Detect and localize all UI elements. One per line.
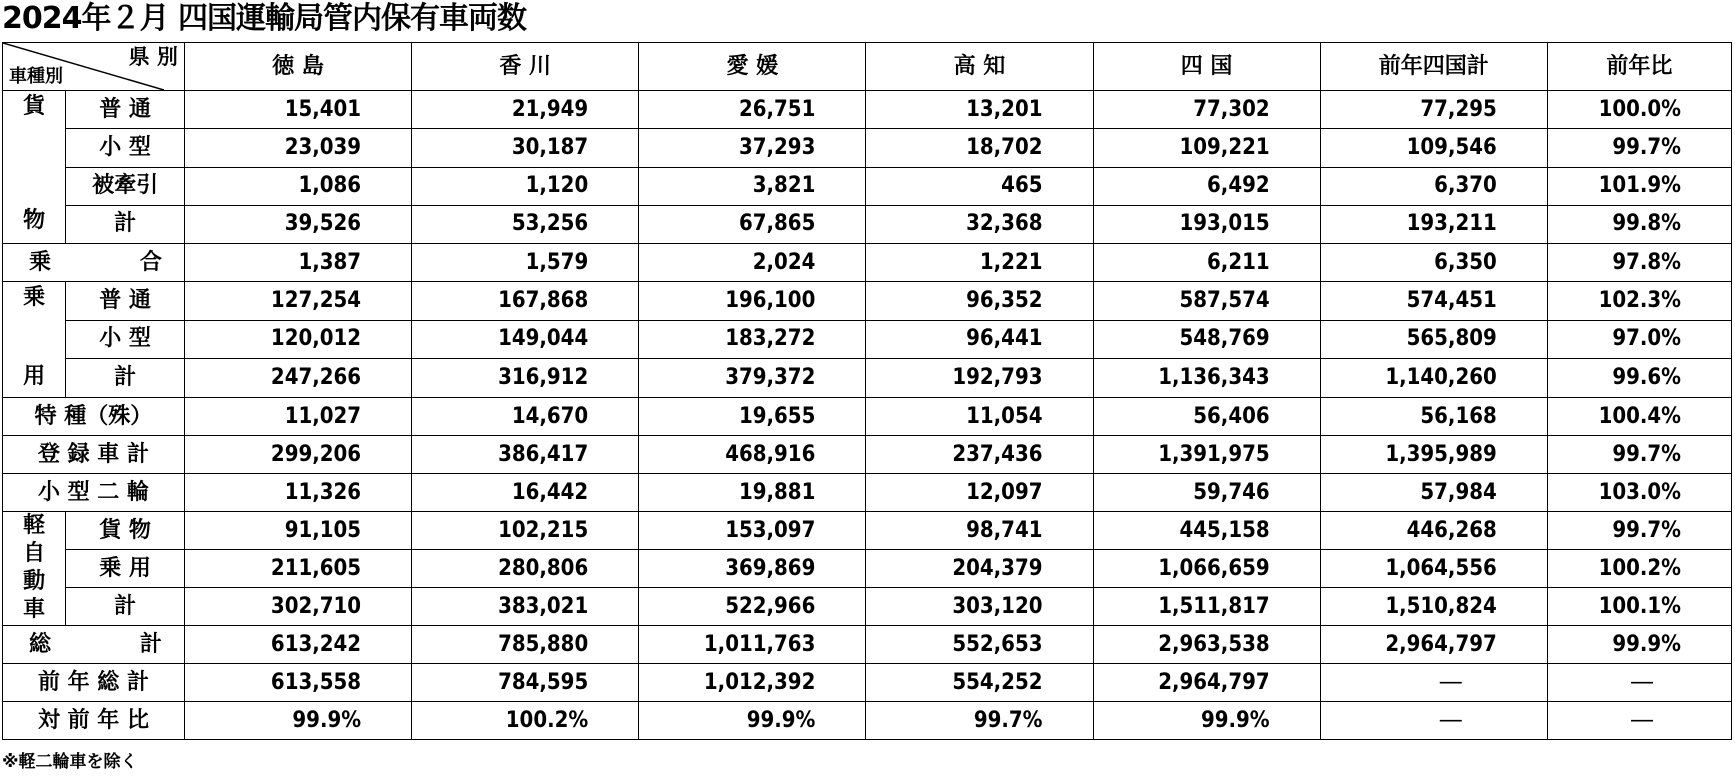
table-cell: 102,215 — [412, 512, 639, 550]
table-row — [3, 359, 1732, 398]
table-cell: 149,044 — [412, 320, 639, 359]
freight-label-top: 貨 — [23, 94, 46, 119]
table-row — [3, 398, 1732, 436]
passenger-label-bottom: 用 — [23, 364, 46, 389]
table-cell: 103.0% — [1547, 474, 1731, 512]
passenger-group-label — [3, 282, 66, 398]
kei-group-label — [3, 512, 66, 626]
table-cell: 96,352 — [866, 282, 1093, 321]
table-cell: 77,295 — [1320, 91, 1547, 129]
table-cell: 1,221 — [866, 244, 1093, 282]
table-cell: 468,916 — [639, 436, 866, 474]
table-cell: 6,492 — [1093, 167, 1320, 205]
freight-label-bottom: 物 — [23, 208, 46, 233]
table-cell: 6,211 — [1093, 244, 1320, 282]
table-cell: 11,054 — [866, 398, 1093, 436]
table-cell: 99.7% — [1547, 512, 1731, 550]
row-label — [3, 626, 185, 664]
table-cell: 91,105 — [184, 512, 411, 550]
column-header-yoy: 前年比 — [1547, 43, 1731, 91]
table-cell: 1,395,989 — [1320, 436, 1547, 474]
row-label: 特 種（殊） — [3, 398, 185, 436]
table-cell: 13,201 — [866, 91, 1093, 129]
table-cell: 1,012,392 — [639, 664, 866, 702]
table-cell: 1,136,343 — [1093, 359, 1320, 398]
table-row — [3, 129, 1732, 167]
table-cell: 99.7% — [1547, 436, 1731, 474]
kei-label-char: 自 — [23, 541, 46, 566]
row-label: 貨 物 — [66, 512, 185, 550]
table-cell: 100.2% — [412, 702, 639, 740]
row-label: 計 — [66, 359, 185, 398]
table-cell: ― — [1320, 664, 1547, 702]
table-cell: 99.6% — [1547, 359, 1731, 398]
header-row — [3, 43, 1732, 91]
row-label: 普 通 — [66, 282, 185, 321]
column-header-tokushima: 徳 島 — [184, 43, 411, 91]
table-cell: 1,011,763 — [639, 626, 866, 664]
table-cell: 109,221 — [1093, 129, 1320, 167]
table-cell: 99.9% — [639, 702, 866, 740]
table-cell: 96,441 — [866, 320, 1093, 359]
table-cell: 6,370 — [1320, 167, 1547, 205]
table-cell: 120,012 — [184, 320, 411, 359]
table-cell: 99.7% — [1547, 129, 1731, 167]
table-cell: 204,379 — [866, 550, 1093, 588]
table-row — [3, 588, 1732, 626]
column-header-prev-shikoku: 前年四国計 — [1320, 43, 1547, 91]
table-row — [3, 664, 1732, 702]
table-cell: 100.1% — [1547, 588, 1731, 626]
table-cell: ― — [1320, 702, 1547, 740]
grand-total-label-b: 計 — [139, 631, 162, 657]
table-cell: 1,387 — [184, 244, 411, 282]
table-cell: 99.8% — [1547, 205, 1731, 243]
vehicle-count-table — [2, 42, 1732, 740]
row-label: 普 通 — [66, 91, 185, 129]
table-cell: 59,746 — [1093, 474, 1320, 512]
vehicle-type-axis-label: 車種別 — [9, 66, 63, 87]
table-cell: 102.3% — [1547, 282, 1731, 321]
table-row — [3, 167, 1732, 205]
bus-label-a: 乗 — [29, 249, 52, 275]
table-cell: 522,966 — [639, 588, 866, 626]
table-cell: 99.9% — [1547, 626, 1731, 664]
table-cell: 1,579 — [412, 244, 639, 282]
table-cell: 192,793 — [866, 359, 1093, 398]
table-cell: 19,655 — [639, 398, 866, 436]
table-cell: 1,511,817 — [1093, 588, 1320, 626]
row-label: 被牽引 — [66, 167, 185, 205]
table-row — [3, 626, 1732, 664]
table-cell: 53,256 — [412, 205, 639, 243]
table-cell: 613,558 — [184, 664, 411, 702]
row-label: 乗 用 — [66, 550, 185, 588]
table-cell: 183,272 — [639, 320, 866, 359]
table-cell: 299,206 — [184, 436, 411, 474]
table-cell: 303,120 — [866, 588, 1093, 626]
row-label: 登 録 車 計 — [3, 436, 185, 474]
table-cell: 97.8% — [1547, 244, 1731, 282]
table-row — [3, 244, 1732, 282]
row-label: 計 — [66, 588, 185, 626]
table-cell: 1,140,260 — [1320, 359, 1547, 398]
table-cell: 109,546 — [1320, 129, 1547, 167]
table-cell: 37,293 — [639, 129, 866, 167]
footnote: ※軽二輪車を除く — [2, 752, 138, 772]
table-cell: 11,027 — [184, 398, 411, 436]
table-cell: 1,510,824 — [1320, 588, 1547, 626]
table-cell: 196,100 — [639, 282, 866, 321]
table-cell: 554,252 — [866, 664, 1093, 702]
bus-label-b: 合 — [139, 249, 162, 275]
table-row — [3, 320, 1732, 359]
table-cell: 18,702 — [866, 129, 1093, 167]
table-cell: 247,266 — [184, 359, 411, 398]
table-cell: 386,417 — [412, 436, 639, 474]
table-cell: 39,526 — [184, 205, 411, 243]
table-cell: 193,211 — [1320, 205, 1547, 243]
table-cell: 445,158 — [1093, 512, 1320, 550]
table-row — [3, 702, 1732, 740]
table-cell: 379,372 — [639, 359, 866, 398]
table-cell: 15,401 — [184, 91, 411, 129]
row-label: 小 型 — [66, 129, 185, 167]
row-label: 計 — [66, 205, 185, 243]
table-cell: 574,451 — [1320, 282, 1547, 321]
table-cell: ― — [1547, 702, 1731, 740]
table-cell: 465 — [866, 167, 1093, 205]
table-cell: 100.4% — [1547, 398, 1731, 436]
table-cell: 237,436 — [866, 436, 1093, 474]
table-cell: 3,821 — [639, 167, 866, 205]
table-cell: 12,097 — [866, 474, 1093, 512]
table-cell: 99.7% — [866, 702, 1093, 740]
table-cell: 2,963,538 — [1093, 626, 1320, 664]
column-header-kochi: 高 知 — [866, 43, 1093, 91]
table-cell: 369,869 — [639, 550, 866, 588]
row-label: 小 型 — [66, 320, 185, 359]
table-cell: 100.2% — [1547, 550, 1731, 588]
table-cell: 280,806 — [412, 550, 639, 588]
table-row — [3, 205, 1732, 243]
table-cell: 1,064,556 — [1320, 550, 1547, 588]
kei-label-char: 車 — [23, 597, 46, 622]
table-cell: 785,880 — [412, 626, 639, 664]
table-cell: 14,670 — [412, 398, 639, 436]
table-cell: 2,964,797 — [1320, 626, 1547, 664]
table-cell: 302,710 — [184, 588, 411, 626]
table-cell: 552,653 — [866, 626, 1093, 664]
table-cell: 587,574 — [1093, 282, 1320, 321]
kei-label-char: 動 — [23, 569, 46, 594]
column-header-shikoku: 四 国 — [1093, 43, 1320, 91]
table-cell: 99.9% — [1093, 702, 1320, 740]
table-cell: 99.9% — [184, 702, 411, 740]
row-label: 小 型 二 輪 — [3, 474, 185, 512]
table-cell: 57,984 — [1320, 474, 1547, 512]
corner-header-cell — [3, 43, 185, 91]
row-label — [3, 244, 185, 282]
table-cell: 1,120 — [412, 167, 639, 205]
table-cell: 211,605 — [184, 550, 411, 588]
page-title: 2024年２月 四国運輸局管内保有車両数 — [2, 1, 526, 36]
table-cell: 565,809 — [1320, 320, 1547, 359]
table-cell: 21,949 — [412, 91, 639, 129]
column-header-ehime: 愛 媛 — [639, 43, 866, 91]
table-cell: 30,187 — [412, 129, 639, 167]
table-cell: 26,751 — [639, 91, 866, 129]
table-cell: 77,302 — [1093, 91, 1320, 129]
table-cell: 1,086 — [184, 167, 411, 205]
table-cell: 19,881 — [639, 474, 866, 512]
table-cell: 56,406 — [1093, 398, 1320, 436]
table-cell: 32,368 — [866, 205, 1093, 243]
table-cell: 16,442 — [412, 474, 639, 512]
table-cell: 316,912 — [412, 359, 639, 398]
table-cell: 1,391,975 — [1093, 436, 1320, 474]
row-label: 前 年 総 計 — [3, 664, 185, 702]
table-row — [3, 282, 1732, 321]
table-cell: 100.0% — [1547, 91, 1731, 129]
table-cell: 167,868 — [412, 282, 639, 321]
table-cell: 153,097 — [639, 512, 866, 550]
prefecture-axis-label: 県 別 — [128, 45, 178, 69]
table-cell: 67,865 — [639, 205, 866, 243]
table-cell: 11,326 — [184, 474, 411, 512]
passenger-label-top: 乗 — [23, 285, 46, 310]
table-row — [3, 91, 1732, 129]
table-cell: ― — [1547, 664, 1731, 702]
table-cell: 127,254 — [184, 282, 411, 321]
table-cell: 1,066,659 — [1093, 550, 1320, 588]
row-label: 対 前 年 比 — [3, 702, 185, 740]
column-header-kagawa: 香 川 — [412, 43, 639, 91]
table-cell: 23,039 — [184, 129, 411, 167]
table-cell: 193,015 — [1093, 205, 1320, 243]
table-cell: 97.0% — [1547, 320, 1731, 359]
table-cell: 613,242 — [184, 626, 411, 664]
table-row — [3, 436, 1732, 474]
grand-total-label-a: 総 — [29, 631, 52, 657]
table-cell: 784,595 — [412, 664, 639, 702]
table-cell: 383,021 — [412, 588, 639, 626]
table-cell: 101.9% — [1547, 167, 1731, 205]
table-row — [3, 474, 1732, 512]
table-cell: 446,268 — [1320, 512, 1547, 550]
table-cell: 548,769 — [1093, 320, 1320, 359]
table-row — [3, 512, 1732, 550]
kei-label-char: 軽 — [23, 513, 46, 538]
table-cell: 6,350 — [1320, 244, 1547, 282]
table-cell: 56,168 — [1320, 398, 1547, 436]
table-cell: 2,024 — [639, 244, 866, 282]
table-cell: 98,741 — [866, 512, 1093, 550]
table-cell: 2,964,797 — [1093, 664, 1320, 702]
freight-group-label — [3, 91, 66, 244]
table-row — [3, 550, 1732, 588]
